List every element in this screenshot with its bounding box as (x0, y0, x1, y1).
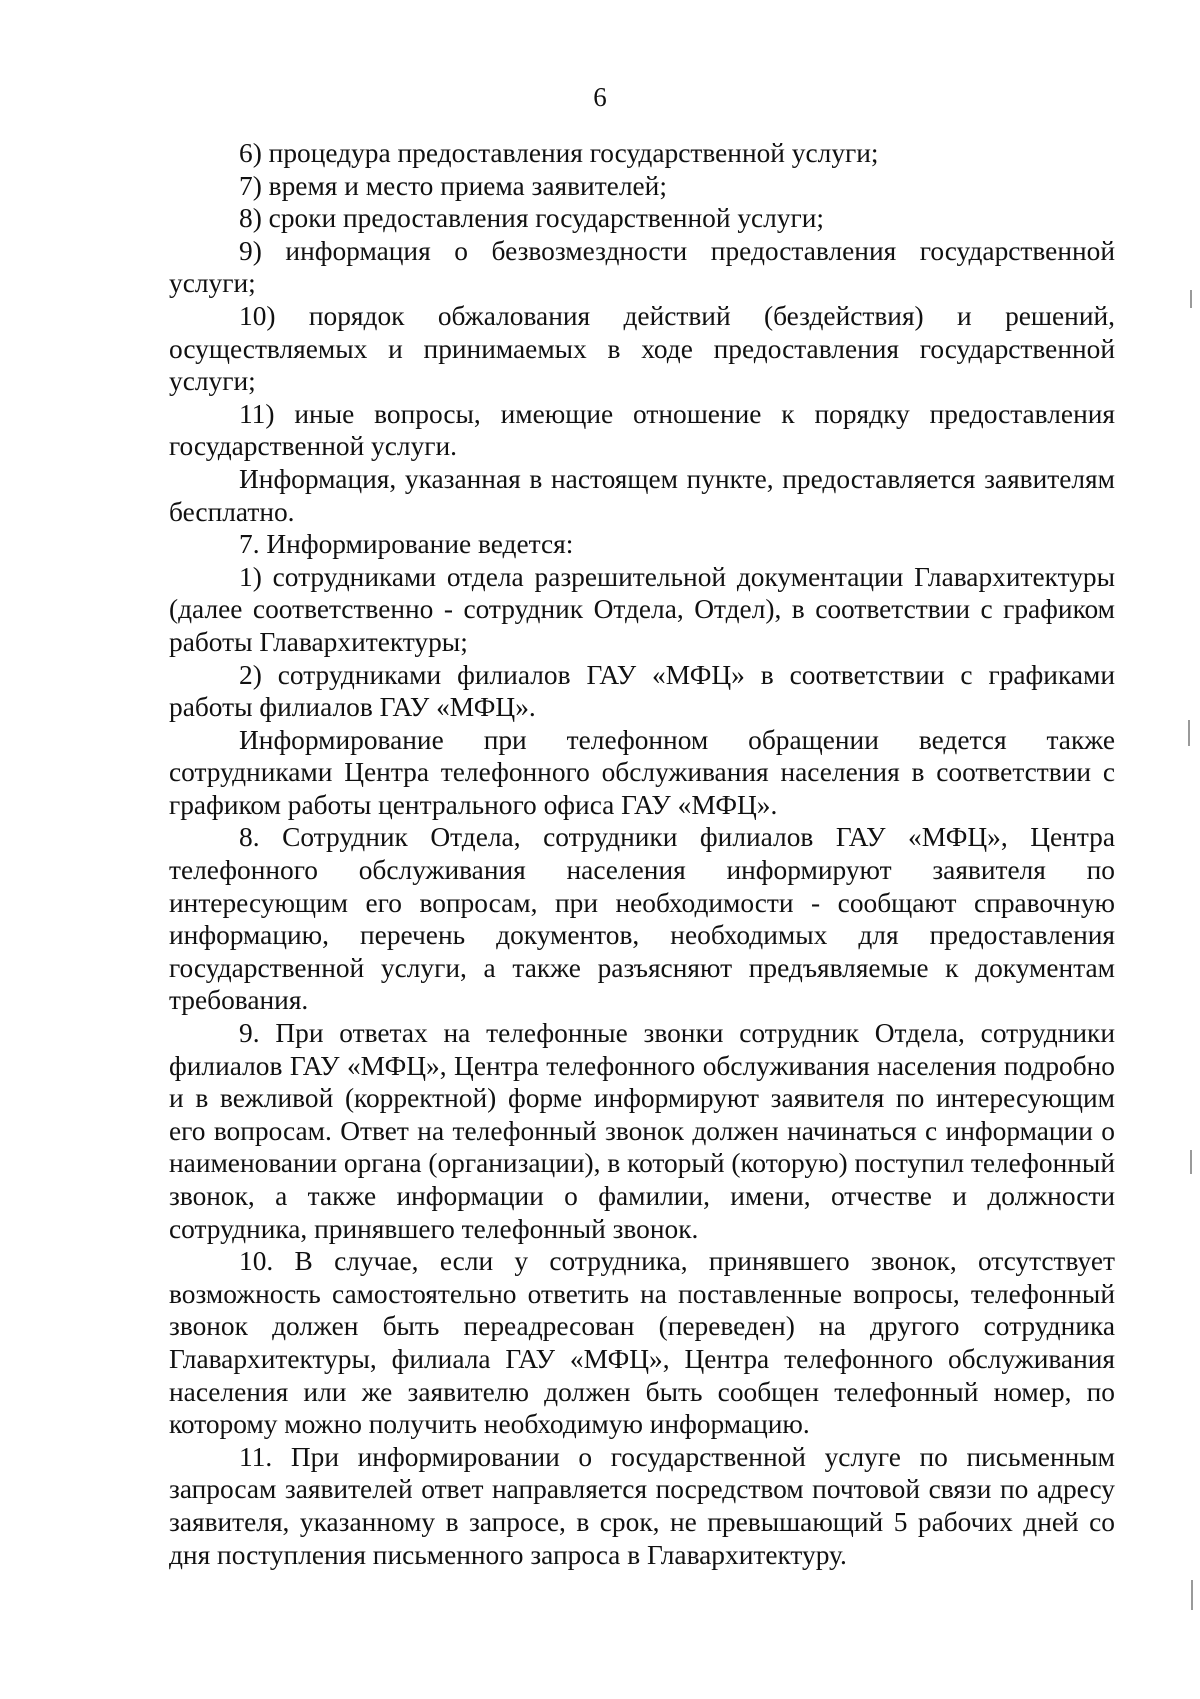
paragraph: 8. Сотрудник Отдела, сотрудники филиалов ГАУ «МФЦ», Центра телефонного обслуживания населения информируют заявителя по интересующим его вопросам, при необходимости - сообщают справочную информацию, перечень документов, необходимых для предоставления государственной услуги, а также разъясняют предъявляемые к документам требования. (169, 822, 1115, 1016)
paragraph: 11) иные вопросы, имеющие отношение к порядку предоставления государственной услуги. (169, 398, 1115, 462)
page-number: 6 (593, 82, 607, 112)
paragraph: 7. Информирование ведется: (239, 529, 574, 560)
paragraph: Информирование при телефонном обращении ведется также сотрудниками Центра телефонного обслуживания населения в соответствии с графиком работы центрального офиса ГАУ «МФЦ». (169, 724, 1115, 820)
paragraph: 6) процедура предоставления государственной услуги; (239, 138, 879, 168)
paragraph: 1) сотрудниками отдела разрешительной документации Главархитектуры (далее соответственно - сотрудник Отдела, Отдел), в соответствии с графиком работы Главархитектуры; (169, 561, 1115, 657)
scan-mark (1190, 1150, 1192, 1174)
paragraph: 7) время и место приема заявителей; (239, 170, 667, 201)
paragraph: 2) сотрудниками филиалов ГАУ «МФЦ» в соответствии с графиками работы филиалов ГАУ «МФЦ». (169, 659, 1115, 723)
paragraph: 10) порядок обжалования действий (бездействия) и решений, осуществляемых и принимаемых в ходе предоставления государственной услуги; (169, 300, 1115, 397)
scan-mark (1191, 1580, 1193, 1610)
paragraph: 10. В случае, если у сотрудника, принявшего звонок, отсутствует возможность самостоятельно ответить на поставленные вопросы, телефонный звонок должен быть переадресован (переведен) на другого сотрудника Главархитектуры, филиала ГАУ «МФЦ», Центра телефонного обслуживания населения или же заявителю должен быть сообщен телефонный номер, по которому можно получить необходимую информацию. (169, 1246, 1115, 1440)
document-body (169, 137, 1115, 1571)
paragraph: 9. При ответах на телефонные звонки сотрудник Отдела, сотрудники филиалов ГАУ «МФЦ», Центра телефонного обслуживания населения подробно и в вежливой (корректной) форме информируют заявителя по интересующим его вопросам. Ответ на телефонный звонок должен начинаться с информации о наименовании органа (организации), в который (которую) поступил телефонный звонок, а также информации о фамилии, имени, отчестве и должности сотрудника, принявшего телефонный звонок. (169, 1018, 1115, 1244)
paragraph: 8) сроки предоставления государственной услуги; (239, 203, 825, 234)
scan-mark (1188, 720, 1190, 746)
paragraph: 9) информация о безвозмездности предоставления государственной услуги; (169, 235, 1115, 299)
paragraph: Информация, указанная в настоящем пункте, предоставляется заявителям бесплатно. (169, 463, 1115, 527)
scan-mark (1190, 290, 1192, 308)
paragraph: 11. При информировании о государственной услуге по письменным запросам заявителей ответ направляется посредством почтовой связи по адресу заявителя, указанному в запросе, в срок, не превышающий 5 рабочих дней со дня поступления письменного запроса в Главархитектуру. (169, 1441, 1115, 1570)
